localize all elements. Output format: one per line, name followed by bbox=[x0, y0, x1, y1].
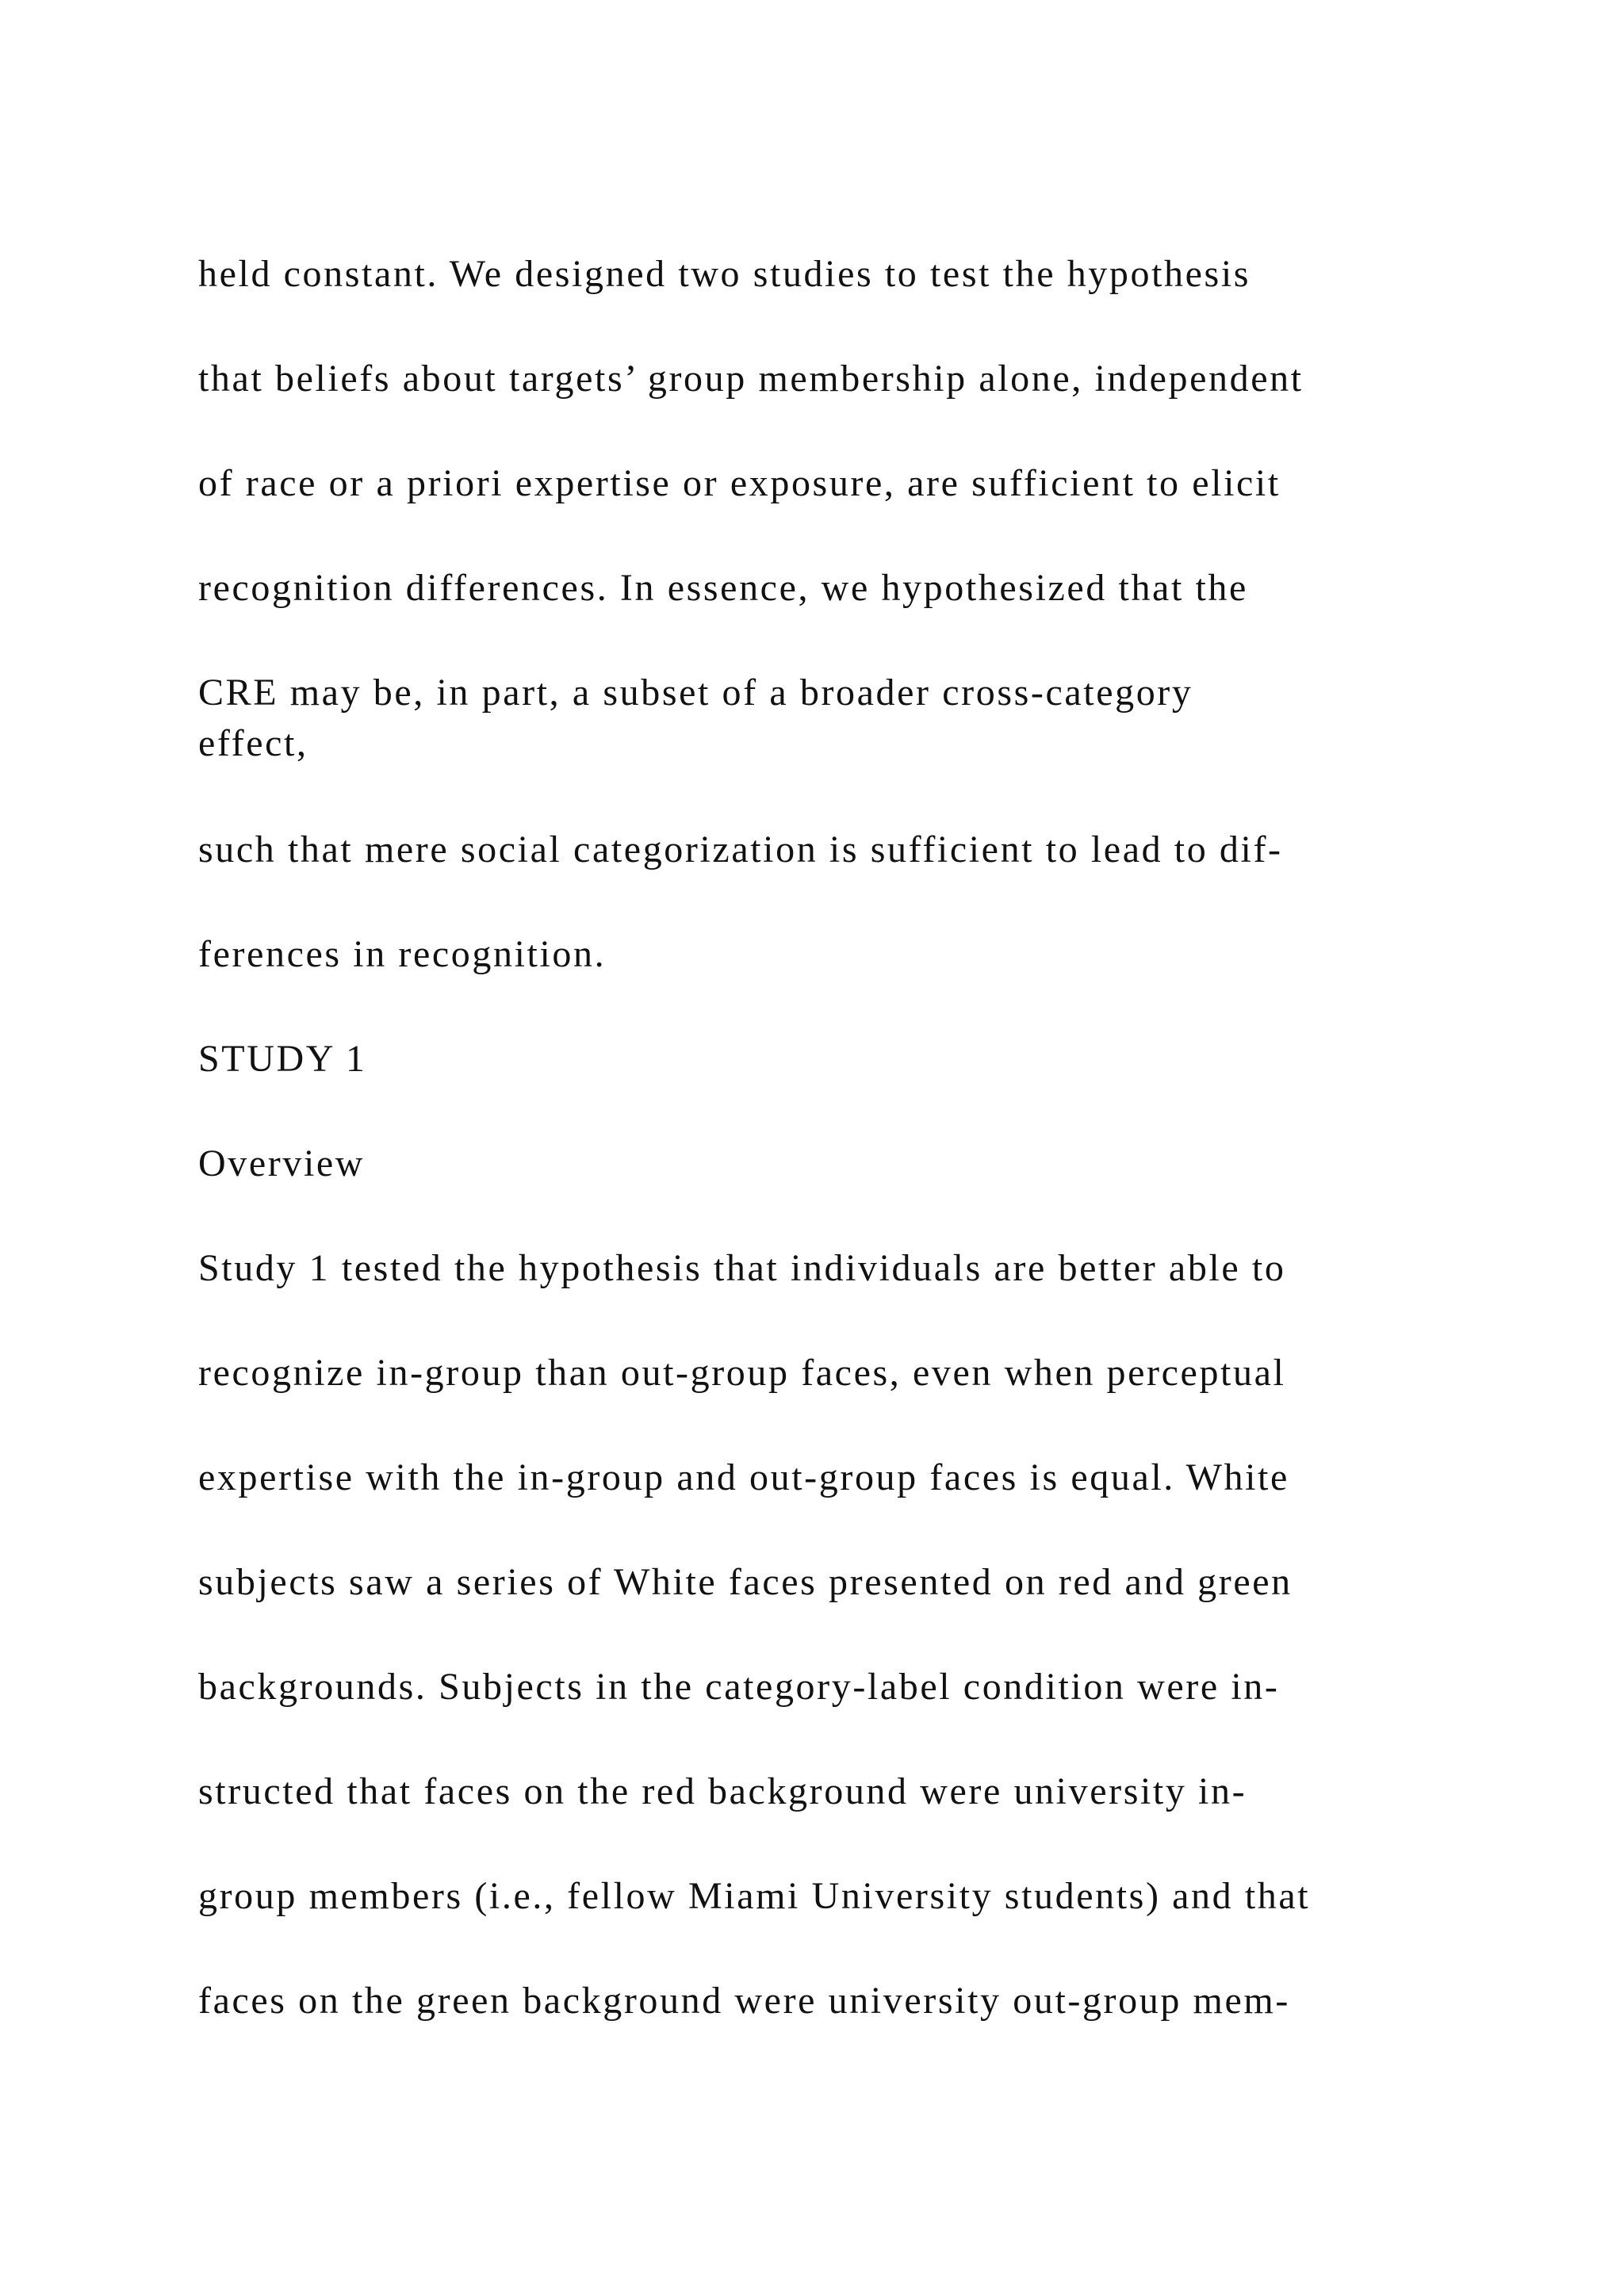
text-line: backgrounds. Subjects in the category-label condition were in- bbox=[198, 1666, 1280, 1708]
text-line: that beliefs about targets’ group membership alone, independent bbox=[198, 358, 1304, 400]
text-line: ferences in recognition. bbox=[198, 933, 607, 975]
text-line: expertise with the in-group and out-group faces is equal. White bbox=[198, 1456, 1289, 1498]
text-line: such that mere social categorization is sufficient to lead to dif- bbox=[198, 828, 1283, 871]
text-line: recognize in-group than out-group faces, even when perceptual bbox=[198, 1352, 1286, 1394]
text-line: held constant. We designed two studies to test the hypothesis bbox=[198, 253, 1251, 295]
text-line: CRE may be, in part, a subset of a broader cross-category bbox=[198, 672, 1193, 714]
section-heading: STUDY 1 bbox=[198, 1038, 367, 1080]
text-line: group members (i.e., fellow Miami University students) and that bbox=[198, 1875, 1311, 1917]
text-line: effect, bbox=[198, 722, 308, 764]
subsection-heading: Overview bbox=[198, 1142, 366, 1184]
text-line: Study 1 tested the hypothesis that individuals are better able to bbox=[198, 1247, 1286, 1289]
text-line: faces on the green background were university out-group mem- bbox=[198, 1980, 1290, 2022]
text-line: structed that faces on the red background were university in- bbox=[198, 1770, 1247, 1812]
text-line: of race or a priori expertise or exposure, are sufficient to elicit bbox=[198, 462, 1281, 504]
text-line: recognition differences. In essence, we hypothesized that the bbox=[198, 567, 1248, 609]
text-line: subjects saw a series of White faces presented on red and green bbox=[198, 1561, 1293, 1603]
